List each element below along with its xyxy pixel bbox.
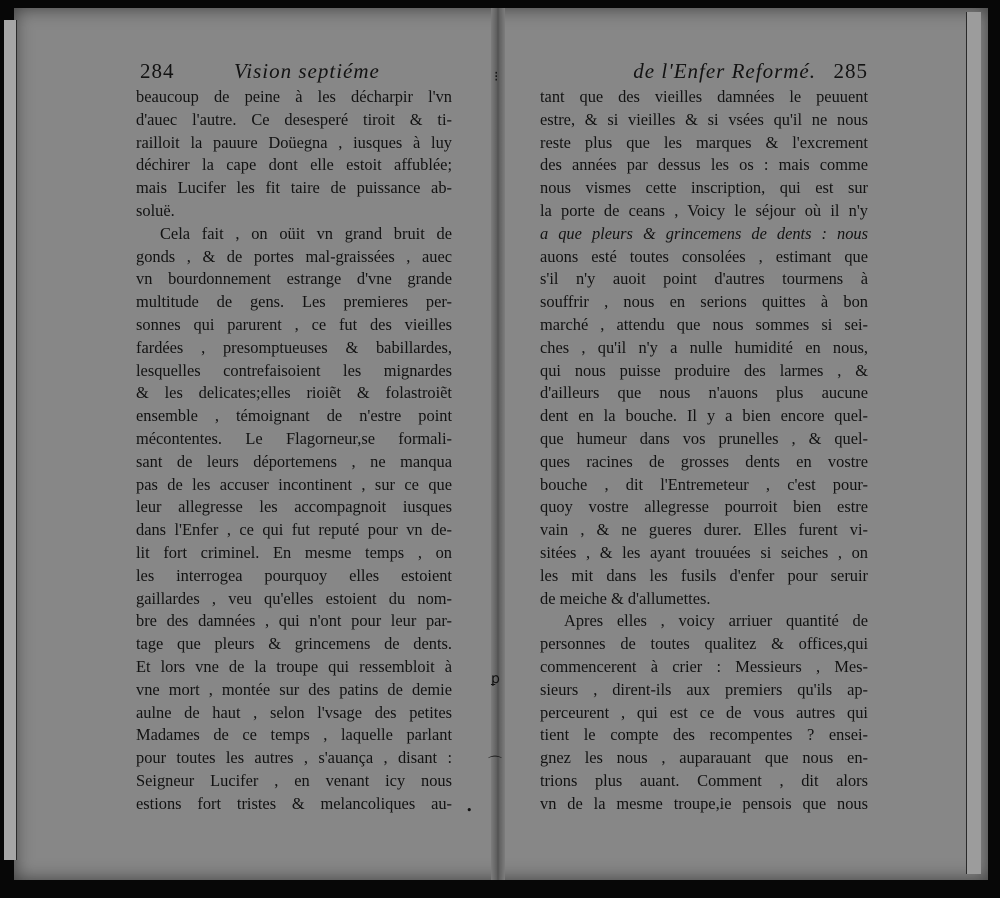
right-line-4: des années par dessus les os : mais comme <box>540 155 868 175</box>
right-line-19: quoy vostre allegresse pourroit bien estre <box>540 497 868 517</box>
left-line-10: multitude de gens. Les premieres per- <box>136 292 452 312</box>
right-line-12: ches , qu'il n'y a nulle humidité en nous, <box>540 337 868 357</box>
right-line-30: gnez les nous , auparauant que nous en- <box>540 748 868 768</box>
right-line-25: personnes de toutes qualitez & offices,qui <box>540 634 868 654</box>
right-line-1: tant que des vieilles damnées le peuuent <box>540 87 868 106</box>
right-line-29: tient le compte des recompentes ? ensei- <box>540 725 868 745</box>
left-line-5: mais Lucifer les fit taire de puissance ab- <box>136 178 452 198</box>
left-line-2: d'auec l'autre. Ce desesperé tiroit & ti- <box>136 109 452 129</box>
left-header-title: Vision septiéme <box>234 59 380 83</box>
left-line-15: ensemble , témoignant de n'estre point <box>136 406 452 426</box>
right-header-title: de l'Enfer Reformé. <box>633 59 816 83</box>
gutter-mark-middle: ꝑ <box>491 671 500 687</box>
right-line-23: de meiche & d'allumettes. <box>540 588 711 608</box>
right-page-text <box>540 86 868 816</box>
left-line-19: leur allegresse les accompagnoit iusques <box>136 497 452 517</box>
left-line-4: déchirer la cape dont elle estoit affublée; <box>136 155 452 175</box>
left-page-text <box>136 86 452 816</box>
left-line-3: railloit la pauure Doüegna , iusques à luy <box>136 132 452 152</box>
right-line-31: trions plus auant. Comment , dit alors <box>540 770 868 790</box>
right-line-15: dent en la bouche. Il y a bien encore quel- <box>540 406 868 426</box>
left-line-27: vne mort , montée sur des patins de demie <box>136 679 452 699</box>
right-line-32: vn de la mesme troupe,ie pensois que nous <box>540 793 868 813</box>
right-line-3: reste plus que les marques & l'excrement <box>540 132 868 152</box>
right-page-number: 285 <box>833 59 868 83</box>
right-page <box>540 58 868 816</box>
left-line-32: estions fort tristes & melancoliques au- <box>136 793 452 813</box>
right-line-20: vain , & ne gueres durer. Elles furent vi- <box>540 520 868 540</box>
left-page-number: 284 <box>140 59 175 83</box>
left-line-18: pas de les accuser incontinent , sur ce que <box>136 474 452 494</box>
left-line-1: beaucoup de peine à les décharpir l'vn <box>136 87 452 106</box>
left-line-21: lit fort criminel. En mesme temps , on <box>136 542 452 562</box>
right-line-22: les mit dans les fusils d'enfer pour seruir <box>540 565 868 585</box>
left-line-6: soluë. <box>136 200 175 220</box>
right-line-24: Apres elles , voicy arriuer quantité de <box>564 611 868 631</box>
right-line-5: nous vismes cette inscription, qui est sur <box>540 178 868 198</box>
left-line-23: gaillardes , veu qu'elles estoient du nom- <box>136 588 452 608</box>
right-line-7: a que pleurs & grincemens de dents : nous <box>540 223 868 243</box>
left-line-22: les interrogea pourquoy elles estoient <box>136 565 452 585</box>
left-line-31: Seigneur Lucifer , en venant icy nous <box>136 770 452 790</box>
left-page-edges <box>4 20 17 860</box>
right-line-28: perceurent , qui est ce de vous autres qui <box>540 702 868 722</box>
left-line-13: lesquelles contrefaisoient les mignardes <box>136 360 452 380</box>
left-line-24: bre des damnées , qui n'ont pour leur par- <box>136 611 452 631</box>
left-line-11: sonnes qui parurent , ce fut des vieilles <box>136 314 452 334</box>
right-line-17: ques racines de grosses dents en vostre <box>540 451 868 471</box>
right-line-13: qui nous puisse produire des larmes , & <box>540 360 868 380</box>
gutter-ornament: ⌒ <box>488 756 502 772</box>
left-line-20: dans l'Enfer , ce qui fut reputé pour vn de- <box>136 520 452 540</box>
gutter-mark-upper: ⁝ <box>494 69 499 85</box>
right-line-21: sitées , & les ayant trouuées si seiches , on <box>540 542 868 562</box>
left-line-26: Et lors vne de la troupe qui ressembloit à <box>136 656 452 676</box>
left-line-29: Madames de ce temps , laquelle parlant <box>136 725 452 745</box>
left-page <box>136 58 452 816</box>
right-line-18: bouche , dit l'Entremeteur , c'est pour- <box>540 474 868 494</box>
right-line-27: sieurs , dirent-ils aux premiers qu'ils ap- <box>540 679 868 699</box>
left-line-9: vn bourdonnement estrange d'vne grande <box>136 269 452 289</box>
right-line-11: marché , attendu que nous sommes si sei- <box>540 314 868 334</box>
left-line-25: tage que pleurs & grincemens de dents. <box>136 634 452 654</box>
left-line-12: fardées , presomptueuses & babillardes, <box>136 337 452 357</box>
left-line-8: gonds , & de portes mal-graissées , auec <box>136 246 452 266</box>
book-gutter <box>491 8 505 880</box>
left-line-7: Cela fait , on oüit vn grand bruit de <box>160 223 452 243</box>
right-line-14: d'ailleurs que nous n'auons plus aucune <box>540 383 868 403</box>
right-page-edges <box>966 12 981 874</box>
left-line-14: & les delicates;elles rioiẽt & folastroiẽt <box>136 383 452 403</box>
left-line-16: mécontentes. Le Flagorneur,se formali- <box>136 428 452 448</box>
left-line-30: pour toutes les autres , s'auança , disant : <box>136 748 452 768</box>
right-line-6: la porte de ceans , Voicy le séjour où il n'y <box>540 200 868 220</box>
right-running-head <box>540 58 868 84</box>
right-line-10: souffrir , nous en serions quittes à bon <box>540 292 868 312</box>
right-line-8: auons esté toutes consolées , estimant que <box>540 246 868 266</box>
right-line-9: s'il n'y auoit point d'autres tourmens à <box>540 269 868 289</box>
left-running-head <box>136 58 452 84</box>
right-line-26: commencerent à crier : Messieurs , Mes- <box>540 656 868 676</box>
left-line-28: aulne de haut , selon l'vsage des petites <box>136 702 452 722</box>
gutter-dot: • <box>466 804 473 817</box>
right-line-2: estre, & si vieilles & si vsées qu'il ne nous <box>540 109 868 129</box>
right-line-16: que humeur dans vos prunelles , & quel- <box>540 428 868 448</box>
left-line-17: sant de leurs déportemens , ne manqua <box>136 451 452 471</box>
